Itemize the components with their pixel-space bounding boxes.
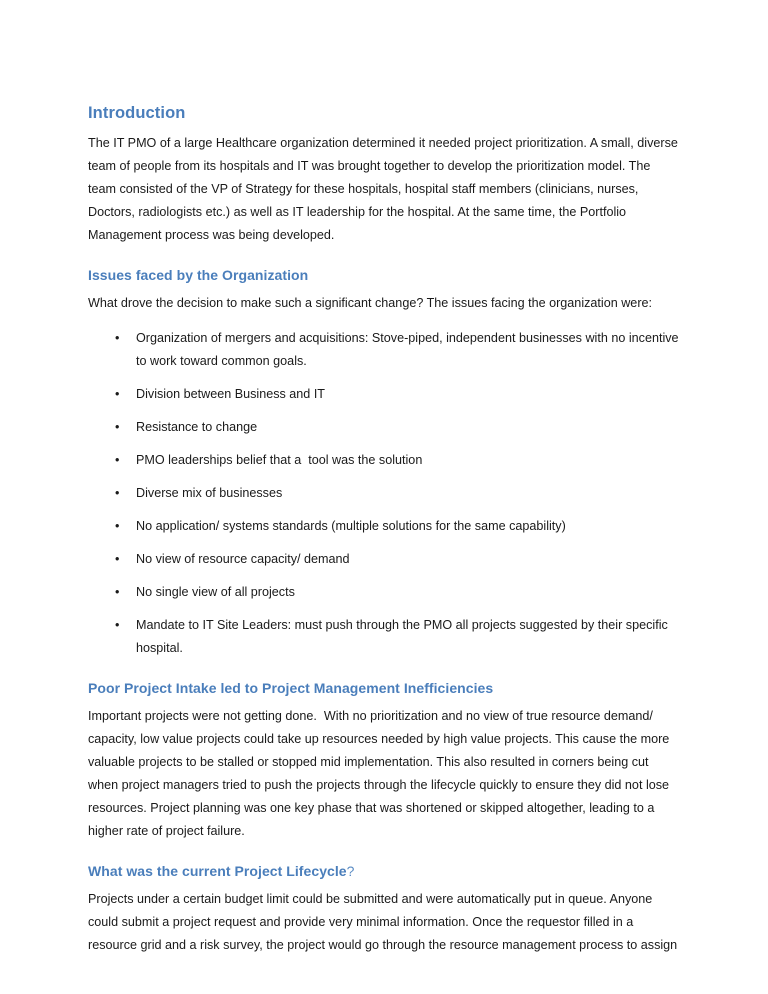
section-heading-text: Poor Project Intake led to Project Management Inefficiencies — [88, 680, 494, 696]
section-heading — [88, 266, 680, 285]
list-item-text: Division between Business and IT — [136, 387, 326, 401]
list-item-text: Resistance to change — [136, 420, 258, 434]
list-item-text: No application/ systems standards (multiple solutions for the same capability) — [136, 519, 566, 533]
section-paragraph: What drove the decision to make such a significant change? The issues facing the organization were: — [88, 296, 653, 310]
section-heading — [88, 862, 680, 881]
bullet-icon: • — [115, 331, 120, 345]
bullet-icon: • — [115, 585, 120, 599]
issues-bullet-list — [88, 327, 683, 660]
bullet-icon: • — [115, 552, 120, 566]
list-item-text: Organization of mergers and acquisitions: Stove-piped, independent businesses with no incentive to work toward common goals. — [136, 331, 683, 368]
bullet-icon: • — [115, 420, 120, 434]
section-heading-text: What was the current Project Lifecycle — [88, 863, 347, 879]
bullet-icon: • — [115, 453, 120, 467]
document-body — [88, 103, 683, 957]
intro-paragraph: The IT PMO of a large Healthcare organization determined it needed project prioritization. A small, diverse team of people from its hospitals and IT was brought together to develop the prioritization model. The team consisted of the VP of Strategy for these hospitals, hospital staff members (clinicians, nurses, Doctors, radiologists etc.) as well as IT leadership for the hospital. At the same time, the Portfolio Management process was being developed. — [88, 136, 682, 242]
section-heading-suffix: ? — [346, 863, 355, 879]
list-item — [88, 449, 680, 472]
bullet-icon: • — [115, 618, 120, 632]
bullet-icon: • — [115, 387, 120, 401]
list-item-text: Diverse mix of businesses — [136, 486, 283, 500]
list-item — [88, 515, 680, 538]
bullet-icon: • — [115, 486, 120, 500]
list-item — [88, 581, 680, 604]
list-item — [88, 383, 680, 406]
list-item — [88, 416, 680, 439]
bullet-icon: • — [115, 519, 120, 533]
list-item — [88, 482, 680, 505]
section-issues-faced — [88, 266, 683, 660]
list-item-text: No single view of all projects — [136, 585, 295, 599]
section-heading-text: Issues faced by the Organization — [88, 267, 309, 283]
list-item — [88, 548, 680, 571]
list-item-text: Mandate to IT Site Leaders: must push through the PMO all projects suggested by their specific hospital. — [136, 618, 672, 655]
list-item — [88, 614, 680, 660]
page-title: Introduction — [88, 104, 186, 122]
list-item-text: No view of resource capacity/ demand — [136, 552, 350, 566]
section-paragraph: Important projects were not getting done. With no prioritization and no view of true resource demand/ capacity, low value projects could take up resources needed by high value projects. This cause the more valuable projects to be stalled or stopped mid implementation. This also resulted in corners being cut when project managers tried to push the projects through the lifecycle quickly to ensure they did not lose resources. Project planning was one key phase that was shortened or skipped altogether, leading to a higher rate of project failure. — [88, 709, 673, 838]
section-poor-project-intake — [88, 679, 680, 843]
section-current-project-lifecycle — [88, 862, 680, 957]
section-heading — [88, 679, 680, 698]
list-item-text: PMO leaderships belief that a tool was the solution — [136, 453, 423, 467]
list-item — [88, 327, 683, 373]
section-paragraph: Projects under a certain budget limit could be submitted and were automatically put in queue. Anyone could submit a project request and provide very minimal information. Once the requestor filled in a resource grid and a risk survey, the project would go through the resource management process to assign — [88, 892, 678, 952]
